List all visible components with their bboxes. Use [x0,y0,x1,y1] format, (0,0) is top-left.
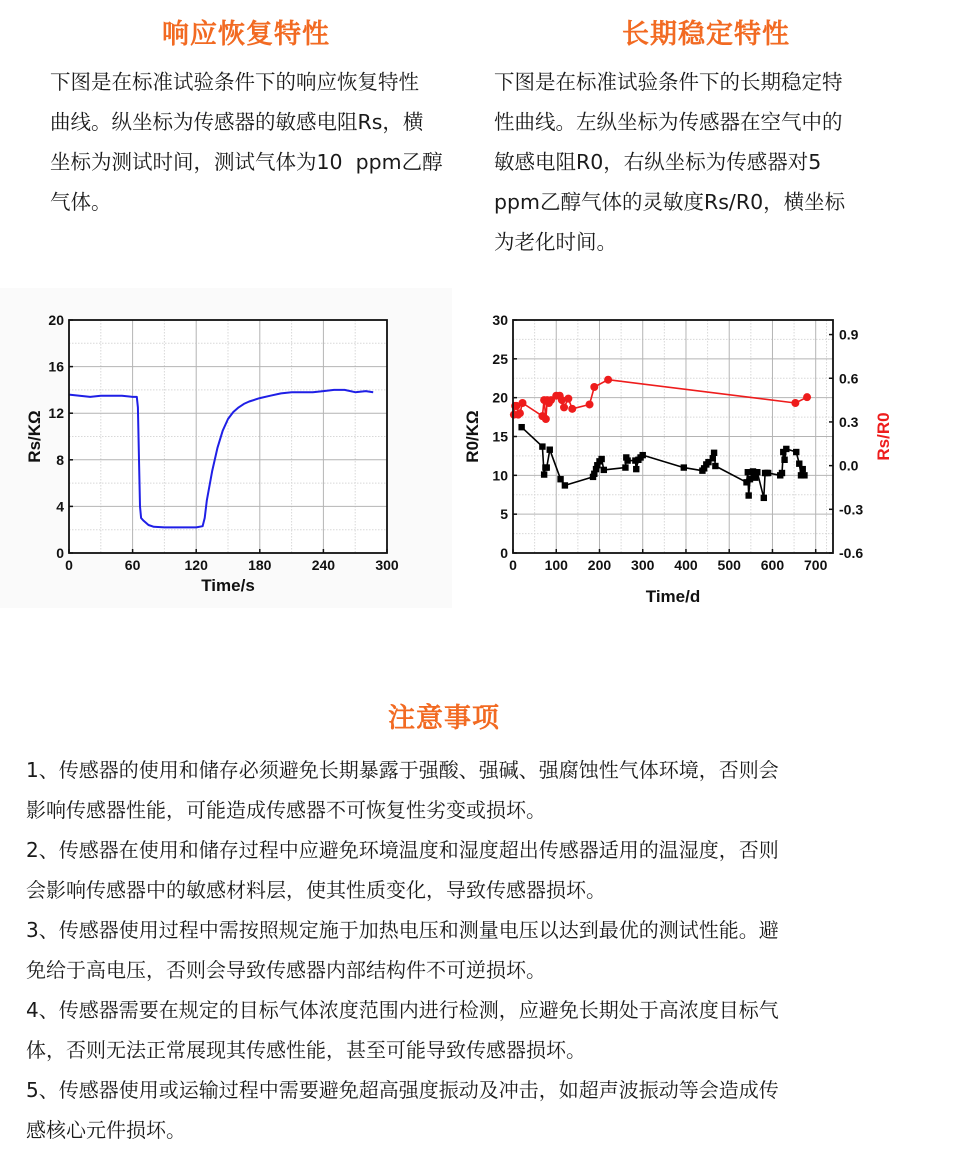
response-description-line: 气体。 [50,190,112,214]
svg-text:200: 200 [587,557,612,573]
section-title-response: 响应恢复特性 [162,19,330,50]
svg-text:0.6: 0.6 [839,370,859,387]
note-line: 感核心元件损坏。 [26,1118,186,1142]
response-recovery-chart [0,288,452,608]
note-line: 体，否则无法正常展现其传感性能，甚至可能导致传感器损坏。 [26,1038,586,1062]
note-line: 3、传感器使用过程中需按照规定施于加热电压和测量电压以达到最优的测试性能。避 [26,918,779,942]
note-line: 免给于高电压，否则会导致传感器内部结构件不可逆损坏。 [26,958,546,982]
response-description-line: 曲线。纵坐标为传感器的敏感电阻Rs，横 [50,110,424,134]
svg-text:Rs/KΩ: Rs/KΩ [25,410,44,463]
long-term-stability-chart [456,300,916,610]
svg-text:600: 600 [760,557,785,573]
note-line: 会影响传感器中的敏感材料层，使其性质变化，导致传感器损坏。 [26,878,606,902]
stability-description-line: 为老化时间。 [494,230,617,254]
stability-description-line: 性曲线。左纵坐标为传感器在空气中的 [494,110,843,134]
svg-text:-0.6: -0.6 [839,545,864,561]
svg-text:10: 10 [492,467,508,484]
note-line: 4、传感器需要在规定的目标气体浓度范围内进行检测，应避免长期处于高浓度目标气 [26,998,779,1022]
svg-text:120: 120 [184,557,208,573]
svg-text:30: 30 [492,312,508,328]
svg-text:0.0: 0.0 [839,457,859,474]
svg-text:700: 700 [804,557,828,573]
svg-text:-0.3: -0.3 [839,501,864,518]
stability-description [494,62,914,262]
svg-text:400: 400 [674,557,698,573]
response-description-line: 坐标为测试时间，测试气体为10 ppm乙醇 [50,150,443,174]
note-line: 影响传感器性能，可能造成传感器不可恢复性劣变或损坏。 [26,798,546,822]
svg-text:0: 0 [65,557,73,573]
svg-text:0: 0 [500,545,508,561]
svg-text:500: 500 [717,557,741,573]
section-title-stability: 长期稳定特性 [622,19,790,50]
svg-text:20: 20 [492,389,508,406]
svg-text:180: 180 [248,557,272,573]
svg-text:25: 25 [492,350,508,367]
stability-description-line: 敏感电阻R0，右纵坐标为传感器对5 [494,150,822,174]
svg-text:0.3: 0.3 [839,413,859,430]
note-line: 1、传感器的使用和储存必须避免长期暴露于强酸、强碱、强腐蚀性气体环境，否则会 [26,758,779,782]
note-line: 2、传感器在使用和储存过程中应避免环境温度和湿度超出传感器适用的温湿度，否则 [26,838,779,862]
stability-description-line: ppm乙醇气体的灵敏度Rs/R0，横坐标 [494,190,846,214]
svg-text:240: 240 [311,557,336,573]
note-line: 5、传感器使用或运输过程中需要避免超高强度振动及冲击，如超声波振动等会造成传 [26,1078,779,1102]
stability-description-line: 下图是在标准试验条件下的长期稳定特 [494,70,843,94]
svg-text:5: 5 [500,506,508,523]
svg-text:0: 0 [56,545,64,561]
svg-text:16: 16 [48,358,64,375]
svg-text:Time/d: Time/d [645,587,701,606]
svg-text:8: 8 [56,451,64,468]
svg-text:60: 60 [124,557,141,573]
svg-text:Rs/R0: Rs/R0 [874,412,893,461]
response-description-line: 下图是在标准试验条件下的响应恢复特性 [50,70,419,94]
svg-text:Time/s: Time/s [201,576,255,595]
svg-text:15: 15 [492,428,508,445]
svg-text:20: 20 [48,312,64,328]
svg-text:300: 300 [631,557,655,573]
response-description [50,62,470,222]
svg-text:4: 4 [56,498,64,515]
section-title-notes: 注意事项 [388,703,500,734]
svg-text:0: 0 [509,557,517,573]
svg-text:300: 300 [375,557,399,573]
svg-text:0.9: 0.9 [839,326,859,343]
svg-text:R0/KΩ: R0/KΩ [463,410,482,463]
svg-text:12: 12 [48,405,64,422]
svg-text:100: 100 [544,557,568,573]
notes-list [26,750,906,1150]
